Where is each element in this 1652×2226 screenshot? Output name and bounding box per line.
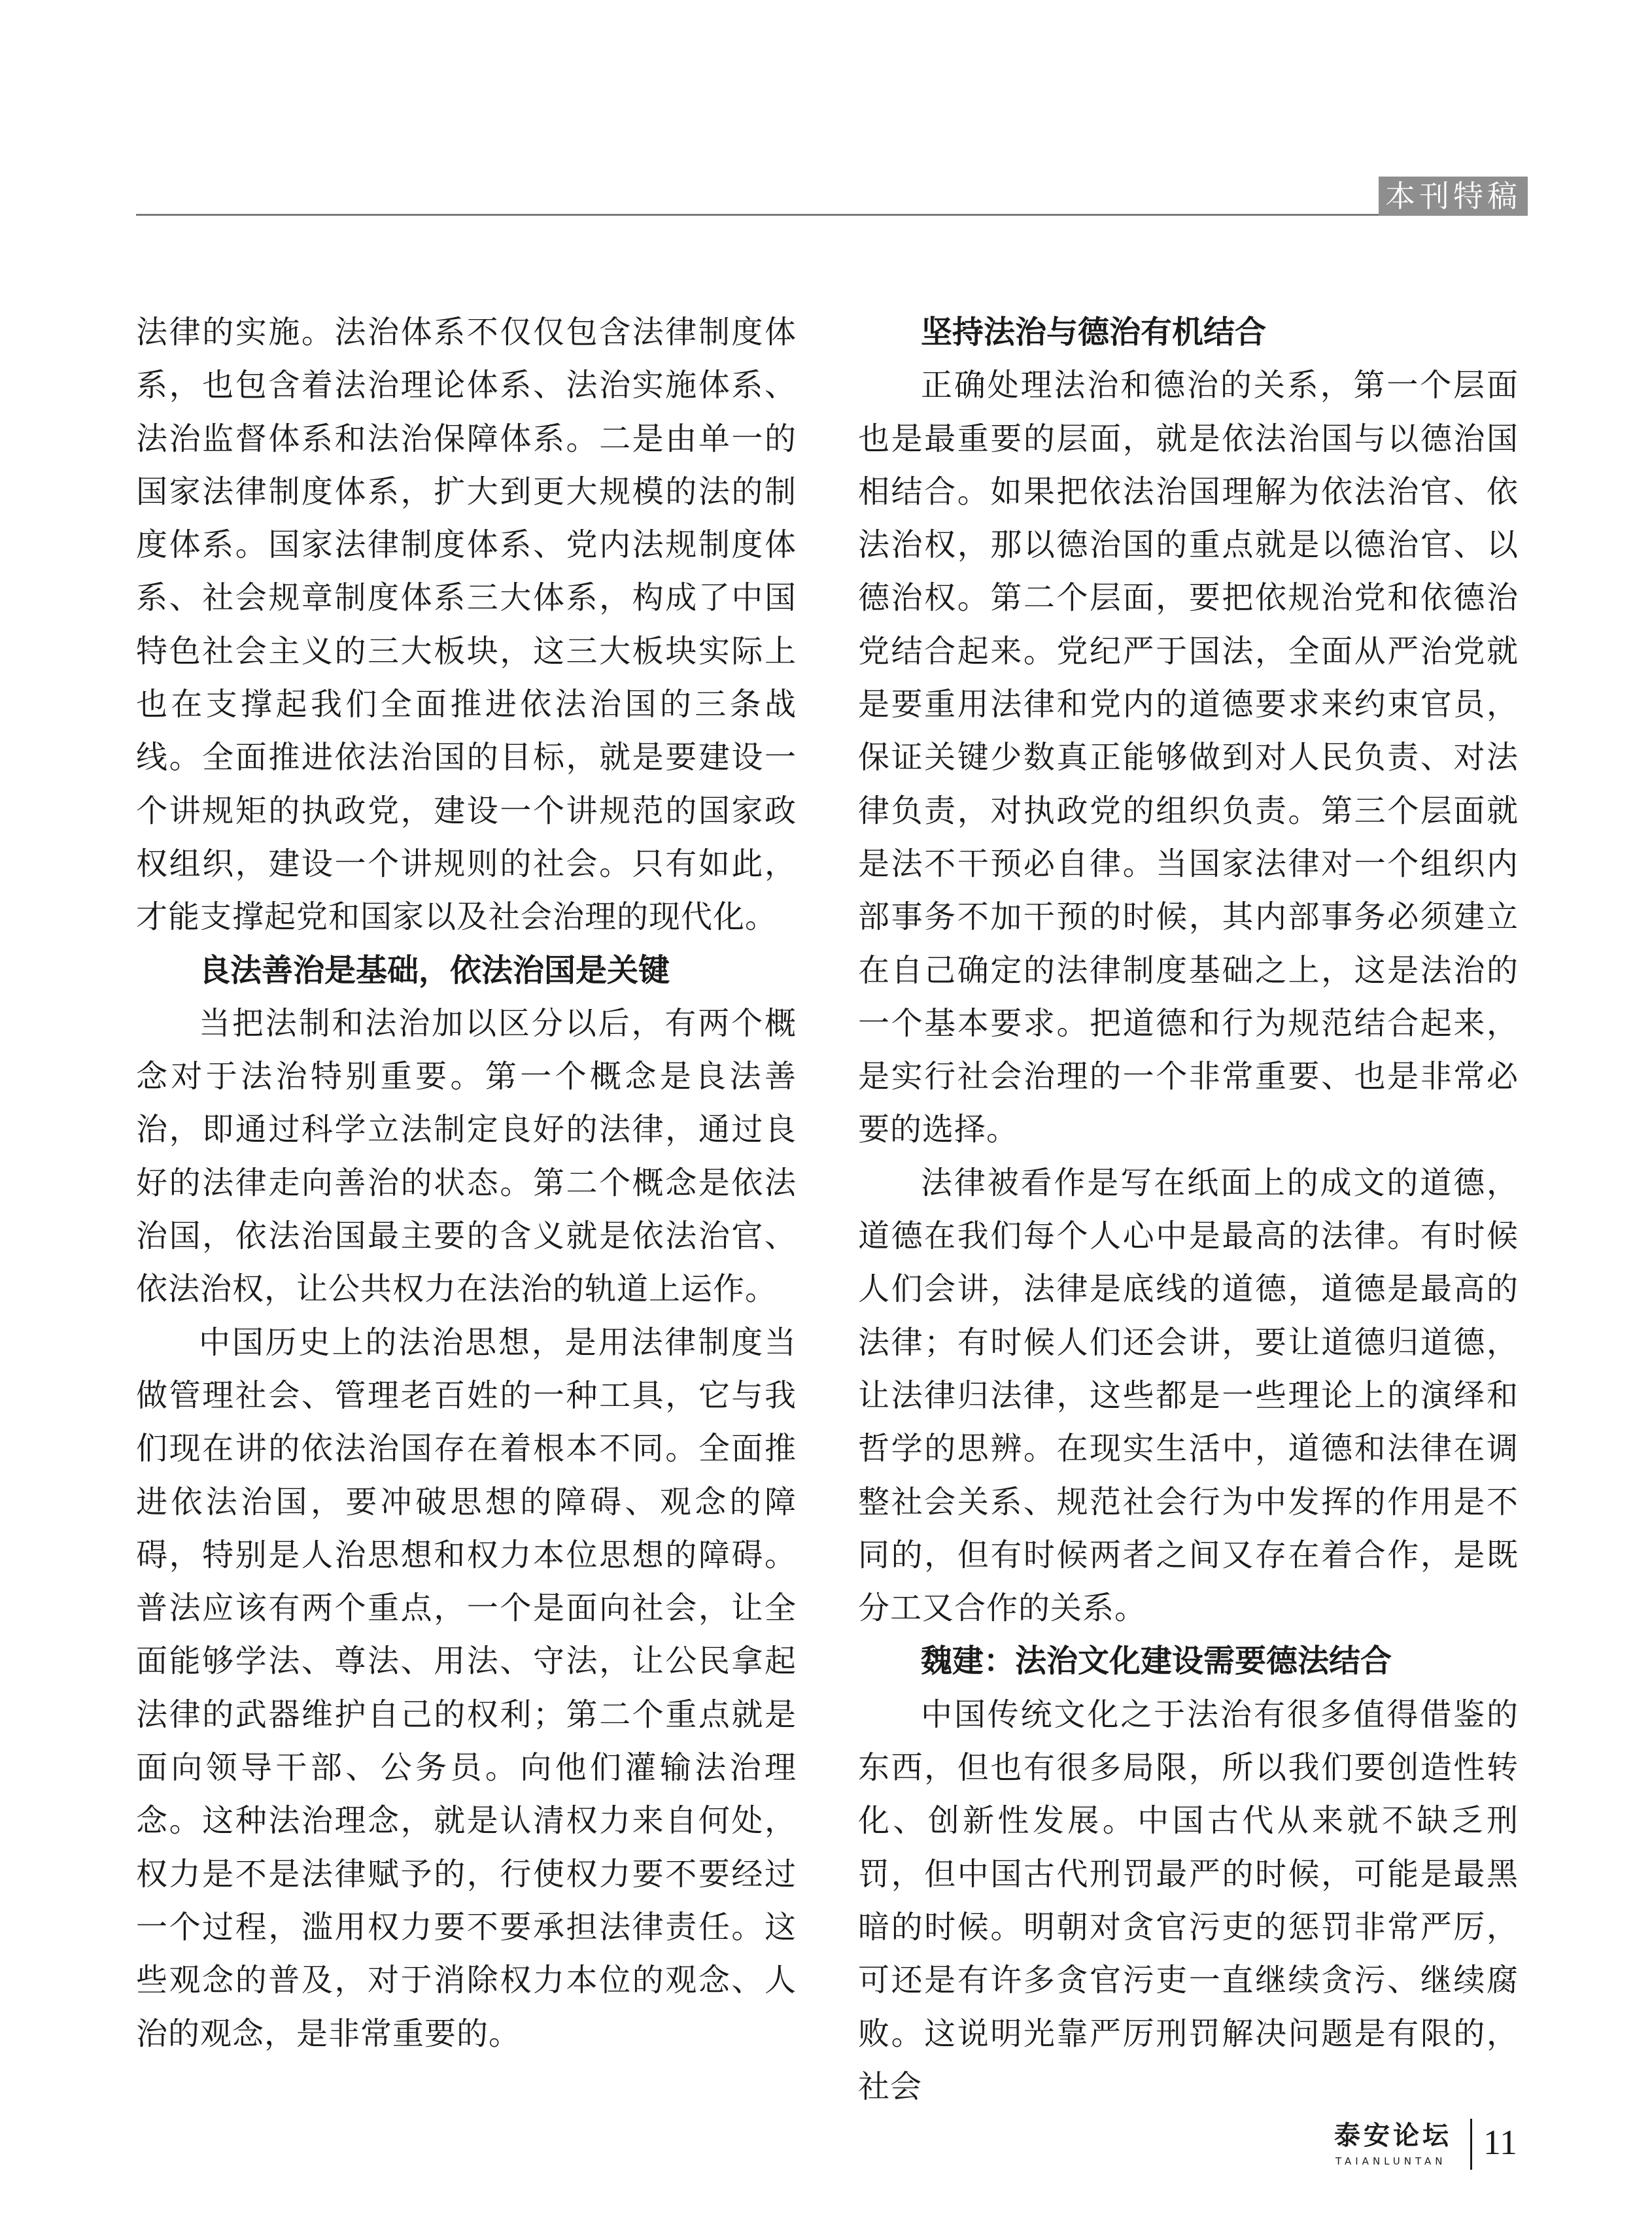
magazine-name: 泰安论坛 <box>1334 2121 1452 2151</box>
section-heading: 坚持法治与德治有机结合 <box>921 314 1267 351</box>
section-heading: 良法善治是基础，依法治国是关键 <box>199 951 670 989</box>
paragraph: 法律的实施。法治体系不仅仅包含法律制度体系，也包含着法治理论体系、法治实施体系、法治监督体系和法治保障体系。二是由单一的国家法律制度体系，扩大到更大规模的法的制度体系。国家法律制度体系、党内法规制度体系、社会规章制度体系三大体系，构成了中国特色社会主义的三大板块，这三大板块实际上也在支撑起我们全面推进依法治国的三条战线。全面推进依法治国的目标，就是要建设一个讲规矩的执政党，建设一个讲规范的国家政权组织，建设一个讲规则的社会。只有如此，才能支撑起党和国家以及社会治理的现代化。 <box>136 314 797 936</box>
paragraph: 中国历史上的法治思想，是用法律制度当做管理社会、管理老百姓的一种工具，它与我们现在讲的依法治国存在着根本不同。全面推进依法治国，要冲破思想的障碍、观念的障碍，特别是人治思想和权力本位思想的障碍。普法应该有两个重点，一个是面向社会，让全面能够学法、尊法、用法、守法，让公民拿起法律的武器维护自己的权利；第二个重点就是面向领导干部、公务员。向他们灌输法治理念。这种法治理念，就是认清权力来自何处，权力是不是法律赋予的，行使权力要不要经过一个过程，滥用权力要不要承担法律责任。这些观念的普及，对于消除权力本位的观念、人治的观念，是非常重要的。 <box>136 1324 797 2052</box>
paragraph: 正确处理法治和德治的关系，第一个层面也是最重要的层面，就是依法治国与以德治国相结合。如果把依法治国理解为依法治官、依法治权，那以德治国的重点就是以德治官、以德治权。第二个层面，要把依规治党和依德治党结合起来。党纪严于国法，全面从严治党就是要重用法律和党内的道德要求来约束官员，保证关键少数真正能够做到对人民负责、对法律负责，对执政党的组织负责。第三个层面就是法不干预必自律。当国家法律对一个组织内部事务不加干预的时候，其内部事务必须建立在自己确定的法律制度基础之上，这是法治的一个基本要求。把道德和行为规范结合起来，是实行社会治理的一个非常重要、也是非常必要的选择。 <box>858 367 1519 1148</box>
magazine-pinyin: TAIANLUNTAN <box>1335 2155 1447 2167</box>
paragraph: 法律被看作是写在纸面上的成文的道德，道德在我们每个人心中是最高的法律。有时候人们会讲，法律是底线的道德，道德是最高的法律；有时候人们还会讲，要让道德归道德，让法律归法律，这些都是一些理论上的演绎和哲学的思辨。在现实生活中，道德和法律在调整社会关系、规范社会行为中发挥的作用是不同的，但有时候两者之间又存在着合作，是既分工又合作的关系。 <box>858 1164 1519 1627</box>
paragraph: 中国传统文化之于法治有很多值得借鉴的东西，但也有很多局限，所以我们要创造性转化、创新性发展。中国古代从来就不缺乏刑罚，但中国古代刑罚最严的时候，可能是最黑暗的时候。明朝对贪官污吏的惩罚非常严厉，可还是有许多贪官污吏一直继续贪污、继续腐败。这说明光靠严厉刑罚解决问题是有限的，社会 <box>858 1696 1519 2105</box>
paragraph: 当把法制和法治加以区分以后，有两个概念对于法治特别重要。第一个概念是良法善治，即通过科学立法制定良好的法律，通过良好的法律走向善治的状态。第二个概念是依法治国，依法治国最主要的含义就是依法治官、依法治权，让公共权力在法治的轨道上运作。 <box>136 1004 797 1308</box>
section-tag: 本刊特稿 <box>1379 177 1528 216</box>
left-column <box>136 306 797 2061</box>
section-heading: 魏建：法治文化建设需要德法结合 <box>921 1643 1392 1680</box>
page-footer <box>1334 2119 1524 2191</box>
page-number: 11 <box>1483 2123 1517 2162</box>
header-rule <box>136 214 1516 216</box>
right-column <box>858 306 1519 2114</box>
footer-divider <box>1470 2119 1472 2170</box>
